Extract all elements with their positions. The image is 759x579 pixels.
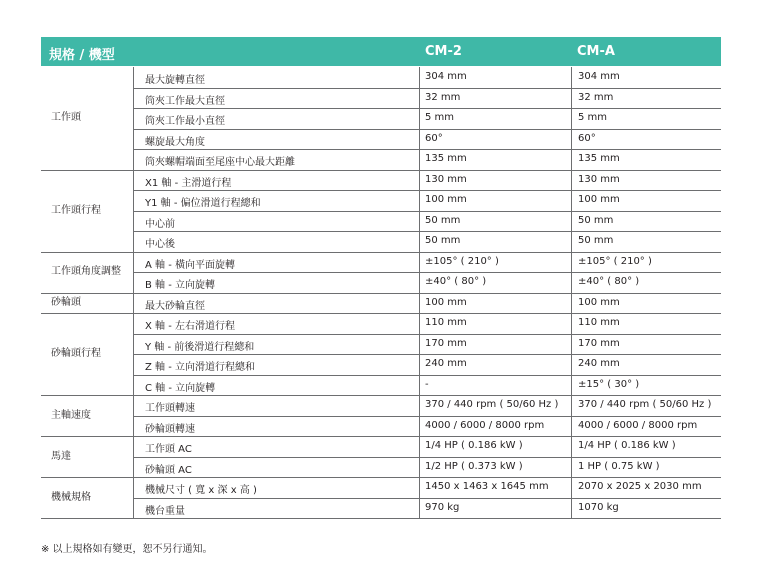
table-row (133, 190, 721, 211)
category-label: 機械規格 (51, 491, 91, 503)
table-row (133, 313, 721, 334)
table-row (133, 477, 721, 498)
value-cm2: 1/2 HP ( 0.373 kW ) (425, 460, 523, 472)
table-row (133, 354, 721, 375)
value-cm2: 970 kg (425, 501, 460, 513)
value-cma: 1/4 HP ( 0.186 kW ) (578, 440, 676, 451)
table-row (133, 88, 721, 109)
value-cma: 370 / 440 rpm ( 50/60 Hz ) (578, 399, 712, 410)
spec-item: 工作頭轉速 (145, 403, 195, 414)
value-cm2: 1450 x 1463 x 1645 mm (425, 481, 549, 492)
spec-item: Y1 軸 - 偏位滑道行程總和 (145, 198, 261, 209)
value-cma: 110 mm (578, 317, 620, 328)
category-label: 工作頭行程 (51, 204, 101, 216)
table-row (133, 211, 721, 232)
value-cma: 4000 / 6000 / 8000 rpm (578, 419, 698, 431)
value-cm2: 1/4 HP ( 0.186 kW ) (425, 440, 523, 451)
value-cma: 135 mm (578, 153, 620, 164)
table-row (133, 416, 721, 437)
spec-item: 工作頭 AC (145, 444, 192, 455)
value-cm2: 32 mm (425, 91, 461, 103)
table-row (133, 129, 721, 150)
spec-item: 筒夾工作最小直徑 (145, 116, 225, 127)
category-label: 工作頭角度調整 (51, 266, 121, 277)
header-model-cm2: CM-2 (425, 44, 462, 59)
value-cma: 60° (578, 132, 596, 144)
value-cm2: ±40° ( 80° ) (425, 276, 487, 287)
value-cm2: 240 mm (425, 358, 467, 369)
value-cm2: 4000 / 6000 / 8000 rpm (425, 419, 545, 431)
spec-item: Z 軸 - 立向滑道行程總和 (145, 362, 255, 373)
value-cm2: 130 mm (425, 173, 467, 185)
category-label: 主軸速度 (51, 409, 91, 421)
category-label: 馬達 (51, 450, 71, 462)
value-cma: 5 mm (578, 112, 608, 123)
spec-item: C 軸 - 立向旋轉 (145, 382, 216, 394)
spec-item: 砂輪頭 AC (145, 464, 192, 476)
value-cm2: ±105° ( 210° ) (425, 255, 499, 267)
value-cma: 100 mm (578, 194, 620, 205)
table-row (133, 375, 721, 396)
spec-item: 機械尺寸 ( 寬 x 深 x 高 ) (145, 485, 257, 496)
table-row (133, 170, 721, 191)
value-cm2: 50 mm (425, 235, 461, 246)
spec-item: 螺旋最大角度 (145, 136, 205, 148)
spec-item: 筒夾工作最大直徑 (145, 95, 225, 107)
table-header (41, 37, 721, 66)
spec-item: A 軸 - 橫向平面旋轉 (145, 259, 235, 271)
spec-item: 筒夾螺帽端面至尾座中心最大距離 (145, 157, 295, 168)
value-cm2: 100 mm (425, 194, 467, 205)
value-cma: ±15° ( 30° ) (578, 378, 640, 390)
table-row (133, 436, 721, 457)
value-cma: 1 HP ( 0.75 kW ) (578, 460, 660, 472)
value-cma: 50 mm (578, 235, 614, 246)
value-cma: 100 mm (578, 296, 620, 308)
table-row (133, 149, 721, 170)
spec-item: 中心前 (145, 218, 175, 230)
value-cma: ±105° ( 210° ) (578, 255, 652, 267)
value-cma: 130 mm (578, 173, 620, 185)
footnote: ※ 以上規格如有變更，恕不另行通知。 (41, 544, 213, 555)
table-row (133, 293, 721, 314)
spec-item: 中心後 (145, 239, 175, 250)
spec-item: X 軸 - 左右滑道行程 (145, 321, 235, 332)
table-row (133, 108, 721, 129)
table-row (133, 498, 721, 519)
value-cma: 50 mm (578, 214, 614, 226)
value-cma: 170 mm (578, 337, 620, 349)
value-cm2: 135 mm (425, 153, 467, 164)
column-divider (133, 67, 134, 518)
spec-item: 機台重量 (145, 505, 185, 517)
category-label: 砂輪頭 (51, 296, 81, 308)
group-divider (41, 518, 721, 519)
spec-item: 砂輪頭轉速 (145, 423, 195, 435)
value-cm2: 60° (425, 132, 443, 144)
value-cma: 2070 x 2025 x 2030 mm (578, 481, 702, 492)
value-cma: 32 mm (578, 91, 614, 103)
table-row (133, 457, 721, 478)
value-cm2: 110 mm (425, 317, 467, 328)
value-cma: 240 mm (578, 358, 620, 369)
spec-item: B 軸 - 立向旋轉 (145, 280, 216, 291)
value-cma: ±40° ( 80° ) (578, 276, 640, 287)
value-cm2: 304 mm (425, 71, 467, 82)
value-cm2: 170 mm (425, 337, 467, 349)
spec-item: 最大旋轉直徑 (145, 75, 205, 86)
value-cm2: 100 mm (425, 296, 467, 308)
spec-item: X1 軸 - 主滑道行程 (145, 177, 232, 189)
table-row (133, 272, 721, 293)
spec-item: 最大砂輪直徑 (145, 300, 205, 312)
value-cm2: 50 mm (425, 214, 461, 226)
category-label: 工作頭 (51, 112, 81, 124)
spec-item: Y 軸 - 前後滑道行程總和 (145, 341, 255, 353)
value-cma: 1070 kg (578, 501, 619, 513)
value-cm2: - (425, 378, 429, 390)
table-row (133, 334, 721, 355)
column-divider (571, 67, 572, 518)
header-model-cma: CM-A (577, 44, 615, 59)
header-spec: 規格 / 機型 (49, 48, 115, 63)
table-row (133, 231, 721, 252)
table-row (133, 67, 721, 88)
category-label: 砂輪頭行程 (51, 348, 101, 359)
table-row (133, 252, 721, 273)
value-cma: 304 mm (578, 71, 620, 82)
column-divider (419, 67, 420, 518)
value-cm2: 5 mm (425, 112, 455, 123)
value-cm2: 370 / 440 rpm ( 50/60 Hz ) (425, 399, 559, 410)
table-row (133, 395, 721, 416)
